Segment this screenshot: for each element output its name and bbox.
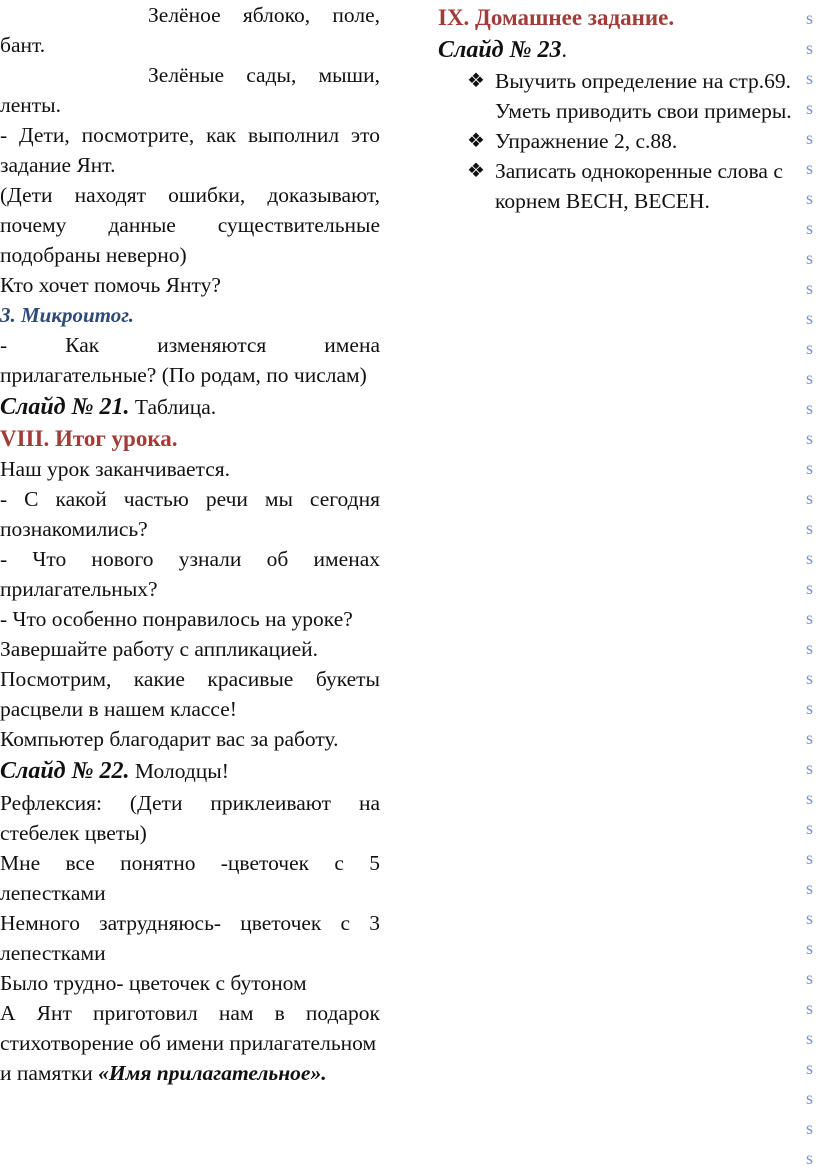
paragraph: [0, 1058, 380, 1088]
section-heading-ix: IX. Домашнее задание.: [438, 5, 675, 30]
diamond-bullet-icon: ❖: [467, 130, 485, 152]
paragraph-text: и памятки: [0, 1061, 99, 1085]
edge-glyph: s: [806, 158, 814, 178]
edge-glyph: s: [806, 878, 814, 898]
paragraph: Рефлексия: (Дети приклеивают на стебелек цветы): [0, 791, 380, 845]
edge-glyph: s: [806, 38, 814, 58]
edge-glyph: s: [806, 1118, 814, 1138]
edge-glyph: s: [806, 548, 814, 568]
paragraph: - Как изменяются имена прилагательные? (По родам, по числам): [0, 333, 380, 387]
paragraph: Посмотрим, какие красивые букеты расцвели в нашем классе!: [0, 667, 380, 721]
edge-glyph: s: [806, 218, 814, 238]
edge-glyph: s: [806, 428, 814, 448]
paragraph: Кто хочет помочь Янту?: [0, 273, 221, 297]
edge-glyph: s: [806, 98, 814, 118]
slide-22-line: [0, 754, 380, 788]
edge-glyph: s: [806, 758, 814, 778]
list-item-line: Выучить определение на стр.69.: [495, 69, 792, 93]
memo-title: «Имя прилагательное».: [98, 1061, 327, 1085]
edge-glyph: s: [806, 458, 814, 478]
paragraph: Завершайте работу с аппликацией.: [0, 637, 319, 661]
paragraph: Компьютер благодарит вас за работу.: [0, 727, 339, 751]
edge-glyph: s: [806, 668, 814, 688]
edge-glyph: s: [806, 1148, 814, 1168]
edge-glyph: s: [806, 398, 814, 418]
edge-glyph: s: [806, 908, 814, 928]
section-heading-viii: VIII. Итог урока.: [0, 426, 178, 451]
edge-glyph: s: [806, 8, 814, 28]
slide-21-line: [0, 390, 380, 424]
slide-text: Таблица.: [129, 395, 217, 419]
slide-text: .: [561, 37, 568, 62]
slide-label: Слайд № 21.: [0, 394, 130, 420]
edge-glyph: s: [806, 998, 814, 1018]
edge-glyph: s: [806, 968, 814, 988]
edge-glyph: s: [806, 1028, 814, 1048]
edge-glyph: s: [806, 578, 814, 598]
list-item-line: Уметь приводить свои примеры.: [495, 99, 792, 123]
edge-glyph: s: [806, 1088, 814, 1108]
edge-glyph: s: [806, 338, 814, 358]
edge-glyph: s: [806, 128, 814, 148]
edge-glyph: s: [806, 278, 814, 298]
paragraph: Немного затрудняюсь- цветочек с 3 лепестками: [0, 911, 380, 965]
edge-glyph: s: [806, 488, 814, 508]
paragraph: Было трудно- цветочек с бутоном: [0, 971, 307, 995]
paragraph: Наш урок заканчивается.: [0, 457, 231, 481]
paragraph: - Что нового узнали об именах прилагательных?: [0, 547, 380, 601]
edge-glyph: s: [806, 818, 814, 838]
slide-label: Слайд № 22.: [0, 758, 130, 784]
list-item-line: корнем ВЕСН, ВЕСЕН.: [495, 189, 710, 213]
paragraph: Зелёное яблоко, поле, бант.: [0, 3, 380, 57]
edge-glyph: s: [806, 698, 814, 718]
paragraph: Мне все понятно -цветочек с 5 лепестками: [0, 851, 380, 905]
edge-glyph: s: [806, 248, 814, 268]
edge-glyph: s: [806, 68, 814, 88]
slide-text: Молодцы!: [129, 759, 229, 783]
paragraph: - Дети, посмотрите, как выполнил это задание Янт.: [0, 123, 380, 177]
left-column: [0, 0, 380, 1088]
paragraph: Зелёные сады, мыши, ленты.: [0, 63, 380, 117]
edge-glyph: s: [806, 848, 814, 868]
edge-glyph: s: [806, 788, 814, 808]
homework-list: [438, 66, 816, 216]
list-item: [438, 156, 816, 216]
paragraph: А Янт приготовил нам в подарок стихотворение об имени прилагательном: [0, 1001, 380, 1055]
list-item-line: Записать однокоренные слова с: [495, 159, 783, 183]
edge-glyph: s: [806, 308, 814, 328]
paragraph: - Что особенно понравилось на уроке?: [0, 607, 353, 631]
list-item: [438, 126, 816, 156]
diamond-bullet-icon: ❖: [467, 160, 485, 182]
edge-glyph: s: [806, 728, 814, 748]
edge-glyph: s: [806, 1058, 814, 1078]
micro-summary-heading: 3. Микроитог.: [0, 303, 134, 327]
edge-glyph: s: [806, 188, 814, 208]
edge-glyph: s: [806, 368, 814, 388]
edge-glyph: s: [806, 638, 814, 658]
paragraph: (Дети находят ошибки, доказывают, почему данные существительные подобраны неверно): [0, 183, 380, 267]
paragraph: - С какой частью речи мы сегодня познакомились?: [0, 487, 380, 541]
list-item: [438, 66, 816, 126]
slide-label: Слайд № 23: [438, 37, 562, 63]
page-edge-decoration: [806, 0, 816, 1172]
slide-23-line: [438, 34, 567, 66]
list-item-line: Упражнение 2, с.88.: [495, 129, 678, 153]
edge-glyph: s: [806, 608, 814, 628]
edge-glyph: s: [806, 518, 814, 538]
edge-glyph: s: [806, 938, 814, 958]
diamond-bullet-icon: ❖: [467, 70, 485, 92]
